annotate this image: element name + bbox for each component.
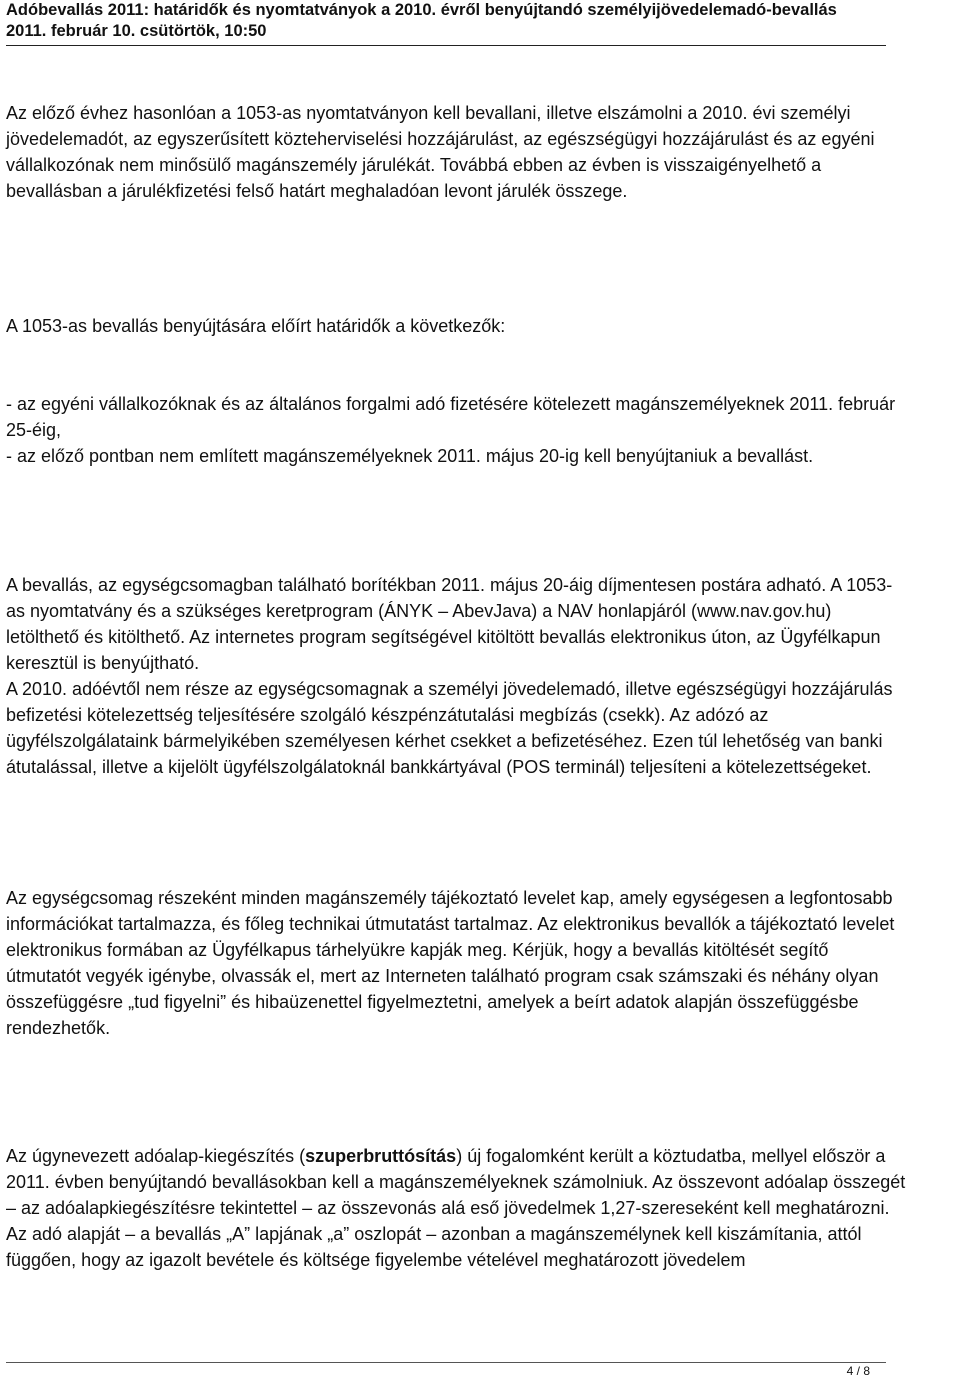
paragraph-deadlines-heading: A 1053-as bevallás benyújtására előírt határidők a következők: — [6, 316, 506, 336]
highlighted-term: szuperbruttósítás — [305, 1146, 457, 1166]
paragraph-text-start: Az úgynevezett adóalap-kiegészítés ( — [6, 1146, 306, 1166]
header-divider — [6, 45, 886, 46]
paragraph-intro: Az előző évhez hasonlóan a 1053-as nyomtatványon kell bevallani, illetve elszámolni a 2010. évi személyi jövedelemadót, az egyszerűsített közteherviselési hozzájárulást, az egészségügyi hozzájárulást és az egyéni vállalkozónak nem minősülő magánszemély járulékát. Továbbá ebben az évben is visszaigényelhető a bevallásban a járulékfizetési felső határt meghaladóan levont járulék összege. — [6, 103, 875, 201]
paragraph-info-letter: Az egységcsomag részeként minden magánszemély tájékoztató levelet kap, amely egységesen a legfontosabb információkat tartalmazza, és főleg technikai útmutatást tartalmaz. Az elektronikus bevallók a tájékoztató levelet elektronikus formában az Ügyfélkapus tárhelyükre kapják meg. Kérjük, hogy a bevallás kitöltését segítő útmutatót vegyék igénybe, olvassák el, mert az Interneten található program csak számszaki és néhány olyan összefüggésre „tud figyelni” és hibaüzenettel figyelmeztetni, amelyek a beírt adatok alapján összefüggésbe rendezhetők. — [6, 888, 895, 1038]
publish-date: 2011. február 10. csütörtök, 10:50 — [6, 22, 267, 40]
paragraph-superbruttositas — [6, 1143, 906, 1273]
deadline-item-2: - az előző pontban nem említett magánszemélyeknek 2011. május 20-ig kell benyújtaniuk a bevallást. — [6, 446, 814, 466]
paragraph-text-end: ) új fogalomként került a köztudatba, mellyel először a 2011. évben benyújtandó bevallásokban kell a magánszemélyeknek számolniuk. Az összevont adóalap összegét – az adóalapkiegészítésre tekintettel – az összevonás alá eső jövedelmek 1,27-szereseként kell meghatározni. Az adó alapját – a bevallás „A” lapjának „a” oszlopát – azonban a magánszemélynek kell kiszámítania, attól függően, hogy az igazolt bevétele és költsége figyelembe vételével meghatározott jövedelem — [6, 1146, 906, 1270]
page-title: Adóbevallás 2011: határidők és nyomtatványok a 2010. évről benyújtandó személyijövedelemadó-bevallás — [6, 1, 837, 19]
paragraph-payment: A 2010. adóévtől nem része az egységcsomagnak a személyi jövedelemadó, illetve egészségügyi hozzájárulás befizetési kötelezettség teljesítésére szolgáló készpénzátutalási megbízás (csekk). Az adózó az ügyfélszolgálataink bármelyikében személyesen kérhet csekket a befizetéséhez. Ezen túl lehetőség van banki átutalással, illetve a kijelölt ügyfélszolgálatoknál bankkártyával (POS terminál) teljesíteni a kötelezettségeket. — [6, 679, 893, 777]
paragraph-submission: A bevallás, az egységcsomagban található borítékban 2011. május 20-áig díjmentesen postára adható. A 1053-as nyomtatvány és a szükséges keretprogram (ÁNYK – AbevJava) a NAV honlapjáról (www.nav.gov.hu) letölthető és kitölthető. Az internetes program segítségével kitöltött bevallás elektronikus úton, az Ügyfélkapun keresztül is benyújtható. — [6, 575, 893, 673]
deadline-item-1: - az egyéni vállalkozóknak és az általános forgalmi adó fizetésére kötelezett magánszemélyeknek 2011. február 25-éig, — [6, 394, 896, 440]
footer-divider — [6, 1362, 886, 1363]
page-number: 4 / 8 — [846, 1364, 870, 1378]
